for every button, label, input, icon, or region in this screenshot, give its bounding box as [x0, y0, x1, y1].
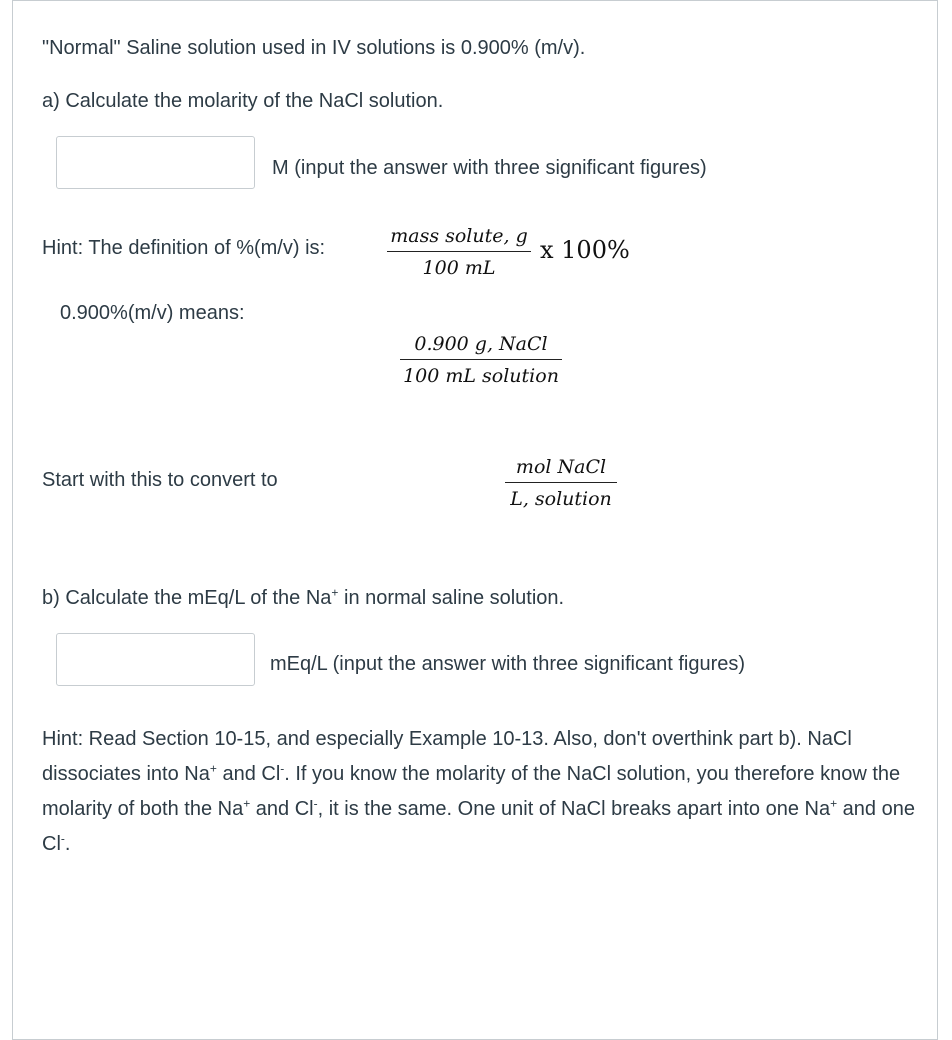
fraction-bar — [387, 251, 531, 252]
convert-fraction — [505, 455, 617, 511]
hint-text: and Cl — [216, 763, 281, 785]
part-b-prompt-text: in normal saline solution. — [338, 587, 565, 609]
means-denominator: 100 mL solution — [403, 365, 559, 387]
percent-mv-denominator: 100 mL — [422, 257, 496, 279]
part-b-prompt-text: b) Calculate the mEq/L of the Na — [42, 587, 332, 609]
superscript: - — [280, 761, 285, 776]
hint-text: . — [64, 833, 71, 855]
percent-mv-multiplier — [540, 236, 630, 264]
means-numerator: 0.900 g, NaCl — [414, 333, 548, 355]
part-a-prompt: a) Calculate the molarity of the NaCl solution. — [42, 90, 444, 112]
question-intro: "Normal" Saline solution used in IV solutions is 0.900% (m/v). — [42, 37, 586, 59]
hint-text: and one Cl — [42, 798, 915, 855]
superscript: + — [209, 761, 217, 776]
superscript: - — [60, 831, 65, 846]
part-b-unit-instruction: mEq/L (input the answer with three significant figures) — [270, 653, 746, 675]
fraction-bar — [400, 359, 562, 360]
part-a-unit-instruction: M (input the answer with three significant figures) — [272, 157, 707, 179]
convert-numerator: mol NaCl — [515, 456, 607, 478]
part-b-answer-input[interactable] — [56, 633, 255, 686]
hint-text: , it is the same. One unit of NaCl breaks apart into one Na — [317, 798, 831, 820]
superscript: + — [830, 796, 838, 811]
superscript: - — [313, 796, 318, 811]
fraction-bar — [505, 482, 617, 483]
superscript: + — [331, 585, 339, 600]
hint-text: Hint: Read Section 10-15, and especially Example 10-13. Also, don't overthink part b). NaCl dissociates into Na — [42, 728, 852, 785]
superscript: + — [243, 796, 251, 811]
part-b-hint — [42, 722, 922, 862]
part-a-convert-label: Start with this to convert to — [42, 469, 278, 491]
convert-denominator: L, solution — [510, 488, 612, 510]
part-a-means-label: 0.900%(m/v) means: — [60, 302, 245, 324]
part-b-prompt — [42, 586, 564, 610]
percent-mv-fraction — [387, 224, 531, 280]
means-fraction — [400, 332, 562, 388]
hint-text: and Cl — [250, 798, 314, 820]
part-a-hint-label: Hint: The definition of %(m/v) is: — [42, 237, 326, 259]
hint-text: . If you know the molarity of the NaCl solution, you therefore know the molarity of both the Na — [42, 763, 901, 820]
percent-mv-numerator: mass solute, g — [390, 225, 528, 247]
percent-mv-multiplier-text: x 100% — [540, 236, 630, 264]
part-a-answer-input[interactable] — [56, 136, 255, 189]
